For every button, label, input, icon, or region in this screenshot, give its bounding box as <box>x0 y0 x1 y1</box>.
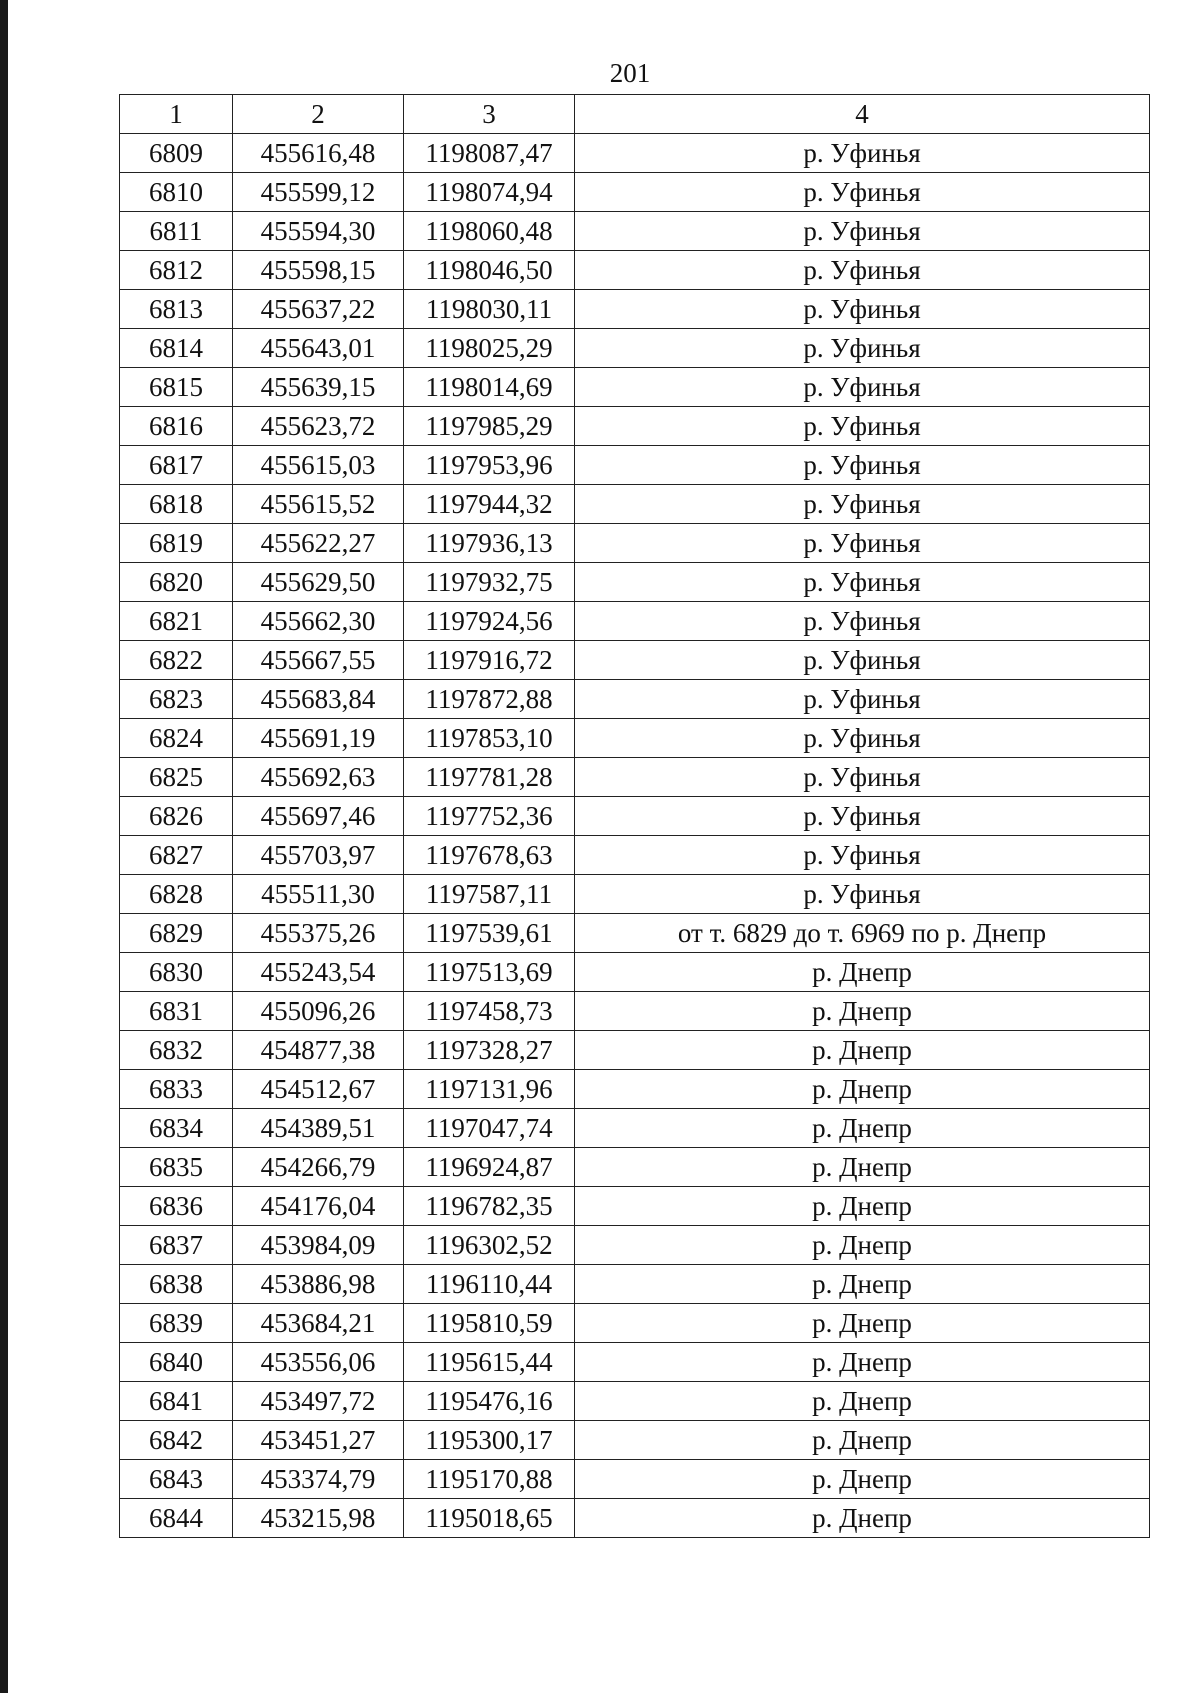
coord-y-cell: 1195615,44 <box>404 1343 575 1382</box>
table-row <box>120 680 1150 719</box>
coord-x-cell: 453451,27 <box>233 1421 404 1460</box>
table-row <box>120 914 1150 953</box>
point-number-cell: 6815 <box>120 368 233 407</box>
point-number-cell: 6810 <box>120 173 233 212</box>
point-number-cell: 6838 <box>120 1265 233 1304</box>
coord-y-cell: 1197678,63 <box>404 836 575 875</box>
description-cell: р. Днепр <box>575 1499 1150 1538</box>
description-cell: р. Днепр <box>575 1031 1150 1070</box>
point-number-cell: 6824 <box>120 719 233 758</box>
coord-y-cell: 1198014,69 <box>404 368 575 407</box>
table-row <box>120 1499 1150 1538</box>
description-cell: р. Днепр <box>575 1109 1150 1148</box>
point-number-cell: 6842 <box>120 1421 233 1460</box>
coord-x-cell: 455616,48 <box>233 134 404 173</box>
point-number-cell: 6832 <box>120 1031 233 1070</box>
column-header-2: 2 <box>233 95 404 134</box>
description-cell: от т. 6829 до т. 6969 по р. Днепр <box>575 914 1150 953</box>
coord-x-cell: 453556,06 <box>233 1343 404 1382</box>
description-cell: р. Уфинья <box>575 875 1150 914</box>
point-number-cell: 6818 <box>120 485 233 524</box>
description-cell: р. Уфинья <box>575 563 1150 602</box>
table-row <box>120 1070 1150 1109</box>
coord-x-cell: 453215,98 <box>233 1499 404 1538</box>
coord-x-cell: 453886,98 <box>233 1265 404 1304</box>
coord-x-cell: 455511,30 <box>233 875 404 914</box>
point-number-cell: 6822 <box>120 641 233 680</box>
coord-x-cell: 455375,26 <box>233 914 404 953</box>
coord-x-cell: 453497,72 <box>233 1382 404 1421</box>
coord-x-cell: 454266,79 <box>233 1148 404 1187</box>
table-row <box>120 407 1150 446</box>
description-cell: р. Днепр <box>575 1070 1150 1109</box>
coord-y-cell: 1197587,11 <box>404 875 575 914</box>
point-number-cell: 6843 <box>120 1460 233 1499</box>
coord-y-cell: 1197328,27 <box>404 1031 575 1070</box>
coord-x-cell: 455598,15 <box>233 251 404 290</box>
point-number-cell: 6812 <box>120 251 233 290</box>
point-number-cell: 6844 <box>120 1499 233 1538</box>
description-cell: р. Уфинья <box>575 602 1150 641</box>
coord-x-cell: 455662,30 <box>233 602 404 641</box>
table-row <box>120 875 1150 914</box>
table-row <box>120 329 1150 368</box>
coord-x-cell: 455683,84 <box>233 680 404 719</box>
point-number-cell: 6825 <box>120 758 233 797</box>
table-row <box>120 992 1150 1031</box>
point-number-cell: 6816 <box>120 407 233 446</box>
coord-x-cell: 453984,09 <box>233 1226 404 1265</box>
table-row <box>120 1382 1150 1421</box>
coord-x-cell: 454176,04 <box>233 1187 404 1226</box>
coord-y-cell: 1198060,48 <box>404 212 575 251</box>
point-number-cell: 6830 <box>120 953 233 992</box>
column-header-3: 3 <box>404 95 575 134</box>
description-cell: р. Уфинья <box>575 485 1150 524</box>
coord-y-cell: 1197936,13 <box>404 524 575 563</box>
description-cell: р. Уфинья <box>575 446 1150 485</box>
point-number-cell: 6827 <box>120 836 233 875</box>
table-row <box>120 1109 1150 1148</box>
description-cell: р. Уфинья <box>575 368 1150 407</box>
description-cell: р. Уфинья <box>575 290 1150 329</box>
point-number-cell: 6831 <box>120 992 233 1031</box>
table-row <box>120 758 1150 797</box>
description-cell: р. Уфинья <box>575 680 1150 719</box>
description-cell: р. Уфинья <box>575 329 1150 368</box>
table-row <box>120 173 1150 212</box>
table-row <box>120 641 1150 680</box>
description-cell: р. Уфинья <box>575 134 1150 173</box>
table-row <box>120 134 1150 173</box>
coord-x-cell: 455243,54 <box>233 953 404 992</box>
coord-y-cell: 1197985,29 <box>404 407 575 446</box>
description-cell: р. Уфинья <box>575 212 1150 251</box>
coord-x-cell: 455637,22 <box>233 290 404 329</box>
coord-y-cell: 1197953,96 <box>404 446 575 485</box>
point-number-cell: 6828 <box>120 875 233 914</box>
table-row <box>120 563 1150 602</box>
coord-y-cell: 1196110,44 <box>404 1265 575 1304</box>
coord-x-cell: 455599,12 <box>233 173 404 212</box>
coord-x-cell: 455639,15 <box>233 368 404 407</box>
coord-x-cell: 453684,21 <box>233 1304 404 1343</box>
coord-x-cell: 455629,50 <box>233 563 404 602</box>
description-cell: р. Уфинья <box>575 641 1150 680</box>
description-cell: р. Днепр <box>575 953 1150 992</box>
point-number-cell: 6811 <box>120 212 233 251</box>
table-row <box>120 485 1150 524</box>
scan-left-edge <box>0 0 8 1693</box>
point-number-cell: 6836 <box>120 1187 233 1226</box>
description-cell: р. Уфинья <box>575 407 1150 446</box>
description-cell: р. Днепр <box>575 1382 1150 1421</box>
point-number-cell: 6820 <box>120 563 233 602</box>
table-row <box>120 446 1150 485</box>
point-number-cell: 6835 <box>120 1148 233 1187</box>
description-cell: р. Днепр <box>575 1187 1150 1226</box>
coord-y-cell: 1197916,72 <box>404 641 575 680</box>
coord-x-cell: 455691,19 <box>233 719 404 758</box>
table-row <box>120 1031 1150 1070</box>
point-number-cell: 6834 <box>120 1109 233 1148</box>
point-number-cell: 6839 <box>120 1304 233 1343</box>
coord-x-cell: 455615,03 <box>233 446 404 485</box>
point-number-cell: 6841 <box>120 1382 233 1421</box>
table-row <box>120 1265 1150 1304</box>
coord-y-cell: 1195170,88 <box>404 1460 575 1499</box>
coord-y-cell: 1196782,35 <box>404 1187 575 1226</box>
table-row <box>120 953 1150 992</box>
point-number-cell: 6817 <box>120 446 233 485</box>
coord-y-cell: 1197853,10 <box>404 719 575 758</box>
coord-y-cell: 1198025,29 <box>404 329 575 368</box>
coord-x-cell: 455594,30 <box>233 212 404 251</box>
point-number-cell: 6837 <box>120 1226 233 1265</box>
table-row <box>120 1421 1150 1460</box>
table-body <box>120 134 1150 1538</box>
description-cell: р. Уфинья <box>575 719 1150 758</box>
coord-x-cell: 453374,79 <box>233 1460 404 1499</box>
coord-x-cell: 455615,52 <box>233 485 404 524</box>
description-cell: р. Уфинья <box>575 524 1150 563</box>
table-row <box>120 797 1150 836</box>
coord-y-cell: 1197131,96 <box>404 1070 575 1109</box>
description-cell: р. Уфинья <box>575 758 1150 797</box>
point-number-cell: 6813 <box>120 290 233 329</box>
column-header-4: 4 <box>575 95 1150 134</box>
table-row <box>120 1460 1150 1499</box>
description-cell: р. Днепр <box>575 1421 1150 1460</box>
coord-y-cell: 1197458,73 <box>404 992 575 1031</box>
table-row <box>120 368 1150 407</box>
point-number-cell: 6819 <box>120 524 233 563</box>
coord-x-cell: 455623,72 <box>233 407 404 446</box>
coord-y-cell: 1197752,36 <box>404 797 575 836</box>
table-row <box>120 719 1150 758</box>
coord-y-cell: 1198030,11 <box>404 290 575 329</box>
coord-x-cell: 455096,26 <box>233 992 404 1031</box>
description-cell: р. Днепр <box>575 1226 1150 1265</box>
coord-y-cell: 1197047,74 <box>404 1109 575 1148</box>
coord-x-cell: 454877,38 <box>233 1031 404 1070</box>
point-number-cell: 6821 <box>120 602 233 641</box>
coordinates-table <box>119 94 1150 1538</box>
table-row <box>120 1343 1150 1382</box>
table-row <box>120 251 1150 290</box>
description-cell: р. Уфинья <box>575 173 1150 212</box>
coord-y-cell: 1197781,28 <box>404 758 575 797</box>
coord-y-cell: 1196924,87 <box>404 1148 575 1187</box>
table-row <box>120 1304 1150 1343</box>
coord-y-cell: 1197539,61 <box>404 914 575 953</box>
coord-y-cell: 1195810,59 <box>404 1304 575 1343</box>
description-cell: р. Днепр <box>575 1148 1150 1187</box>
coord-x-cell: 455622,27 <box>233 524 404 563</box>
table-row <box>120 1148 1150 1187</box>
coord-x-cell: 454512,67 <box>233 1070 404 1109</box>
coord-x-cell: 455703,97 <box>233 836 404 875</box>
description-cell: р. Уфинья <box>575 836 1150 875</box>
coord-y-cell: 1195018,65 <box>404 1499 575 1538</box>
description-cell: р. Днепр <box>575 1343 1150 1382</box>
coord-y-cell: 1197872,88 <box>404 680 575 719</box>
coord-y-cell: 1197924,56 <box>404 602 575 641</box>
table-row <box>120 524 1150 563</box>
coord-y-cell: 1197513,69 <box>404 953 575 992</box>
page-number: 201 <box>609 58 651 88</box>
description-cell: р. Днепр <box>575 1460 1150 1499</box>
point-number-cell: 6840 <box>120 1343 233 1382</box>
coord-y-cell: 1195476,16 <box>404 1382 575 1421</box>
table-row <box>120 212 1150 251</box>
table-row <box>120 836 1150 875</box>
column-header-1: 1 <box>120 95 233 134</box>
coord-x-cell: 454389,51 <box>233 1109 404 1148</box>
point-number-cell: 6826 <box>120 797 233 836</box>
description-cell: р. Днепр <box>575 992 1150 1031</box>
point-number-cell: 6809 <box>120 134 233 173</box>
coord-x-cell: 455697,46 <box>233 797 404 836</box>
point-number-cell: 6829 <box>120 914 233 953</box>
coord-y-cell: 1195300,17 <box>404 1421 575 1460</box>
description-cell: р. Днепр <box>575 1265 1150 1304</box>
table-row <box>120 1187 1150 1226</box>
description-cell: р. Уфинья <box>575 797 1150 836</box>
point-number-cell: 6833 <box>120 1070 233 1109</box>
table-row <box>120 1226 1150 1265</box>
coord-y-cell: 1196302,52 <box>404 1226 575 1265</box>
table-row <box>120 602 1150 641</box>
coord-x-cell: 455643,01 <box>233 329 404 368</box>
coord-y-cell: 1198046,50 <box>404 251 575 290</box>
table-header-row <box>120 95 1150 134</box>
description-cell: р. Уфинья <box>575 251 1150 290</box>
point-number-cell: 6814 <box>120 329 233 368</box>
coord-x-cell: 455692,63 <box>233 758 404 797</box>
coord-y-cell: 1198074,94 <box>404 173 575 212</box>
description-cell: р. Днепр <box>575 1304 1150 1343</box>
coord-y-cell: 1197944,32 <box>404 485 575 524</box>
coord-x-cell: 455667,55 <box>233 641 404 680</box>
coord-y-cell: 1197932,75 <box>404 563 575 602</box>
coord-y-cell: 1198087,47 <box>404 134 575 173</box>
table-row <box>120 290 1150 329</box>
point-number-cell: 6823 <box>120 680 233 719</box>
